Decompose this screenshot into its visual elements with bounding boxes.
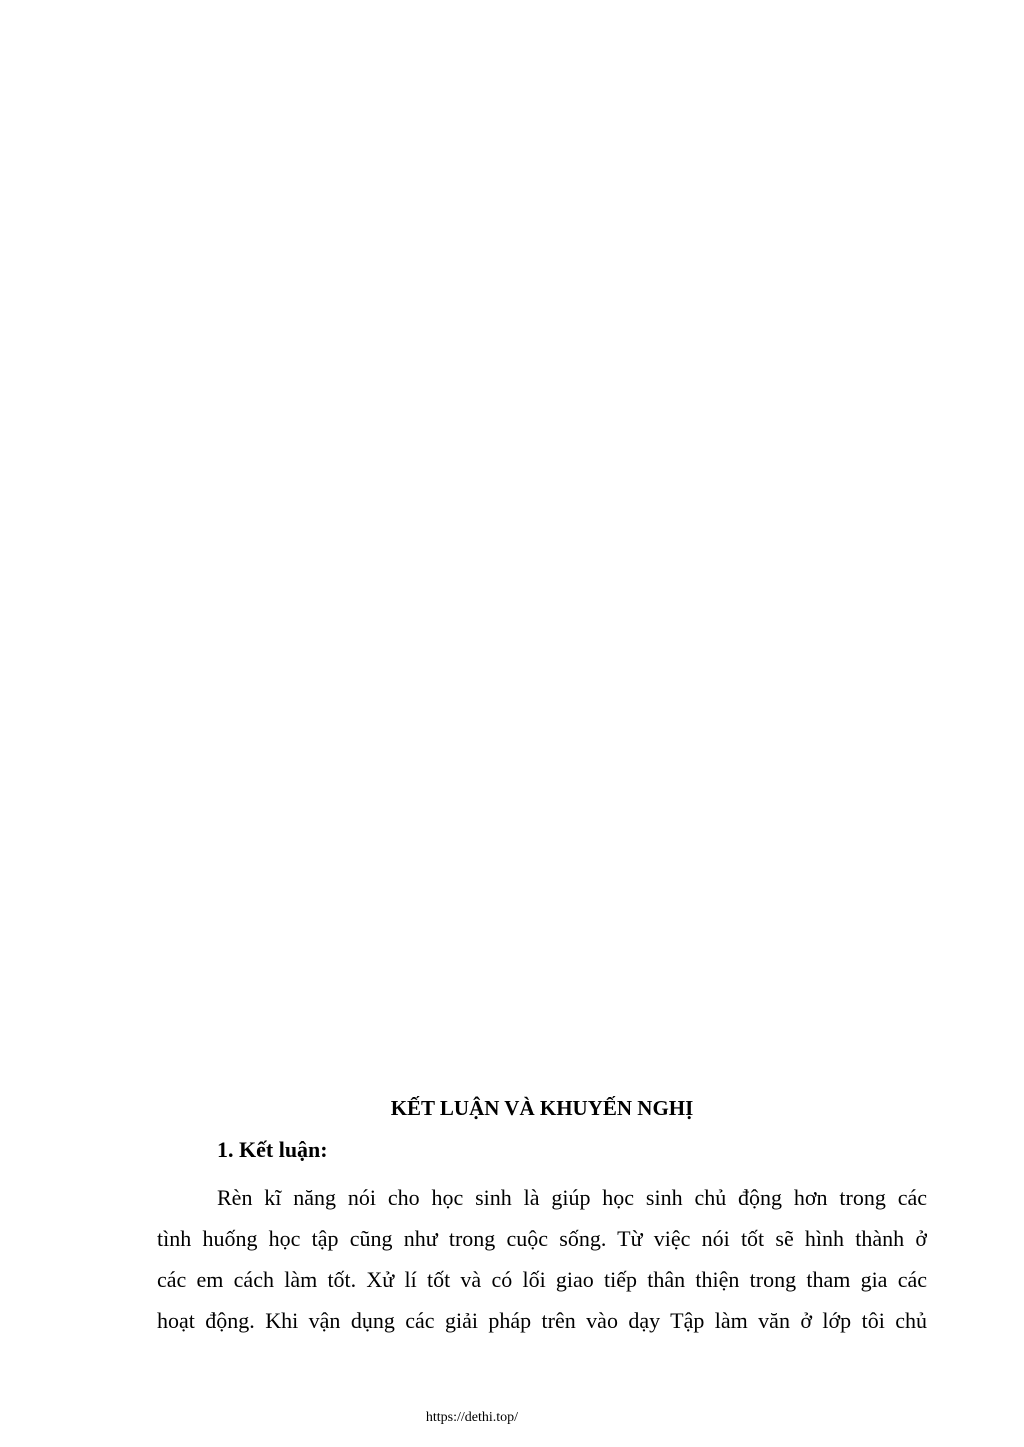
paragraph-line: Rèn kĩ năng nói cho học sinh là giúp học sinh chủ động hơn trong các [217,1185,927,1210]
paragraph [157,1177,927,1341]
footer-url: https://dethi.top/ [425,1410,519,1425]
paragraph-line: tình huống học tập cũng như trong cuộc sống. Từ việc nói tốt sẽ hình thành ở [157,1226,927,1251]
paragraph-line: hoạt động. Khi vận dụng các giải pháp trên vào dạy Tập làm văn ở lớp tôi chủ [157,1308,927,1333]
section-title: 1. Kết luận: [217,1137,328,1162]
page-heading: KẾT LUẬN VÀ KHUYẾN NGHỊ [390,1096,694,1120]
paragraph-line: các em cách làm tốt. Xử lí tốt và có lối giao tiếp thân thiện trong tham gia các [157,1267,927,1292]
